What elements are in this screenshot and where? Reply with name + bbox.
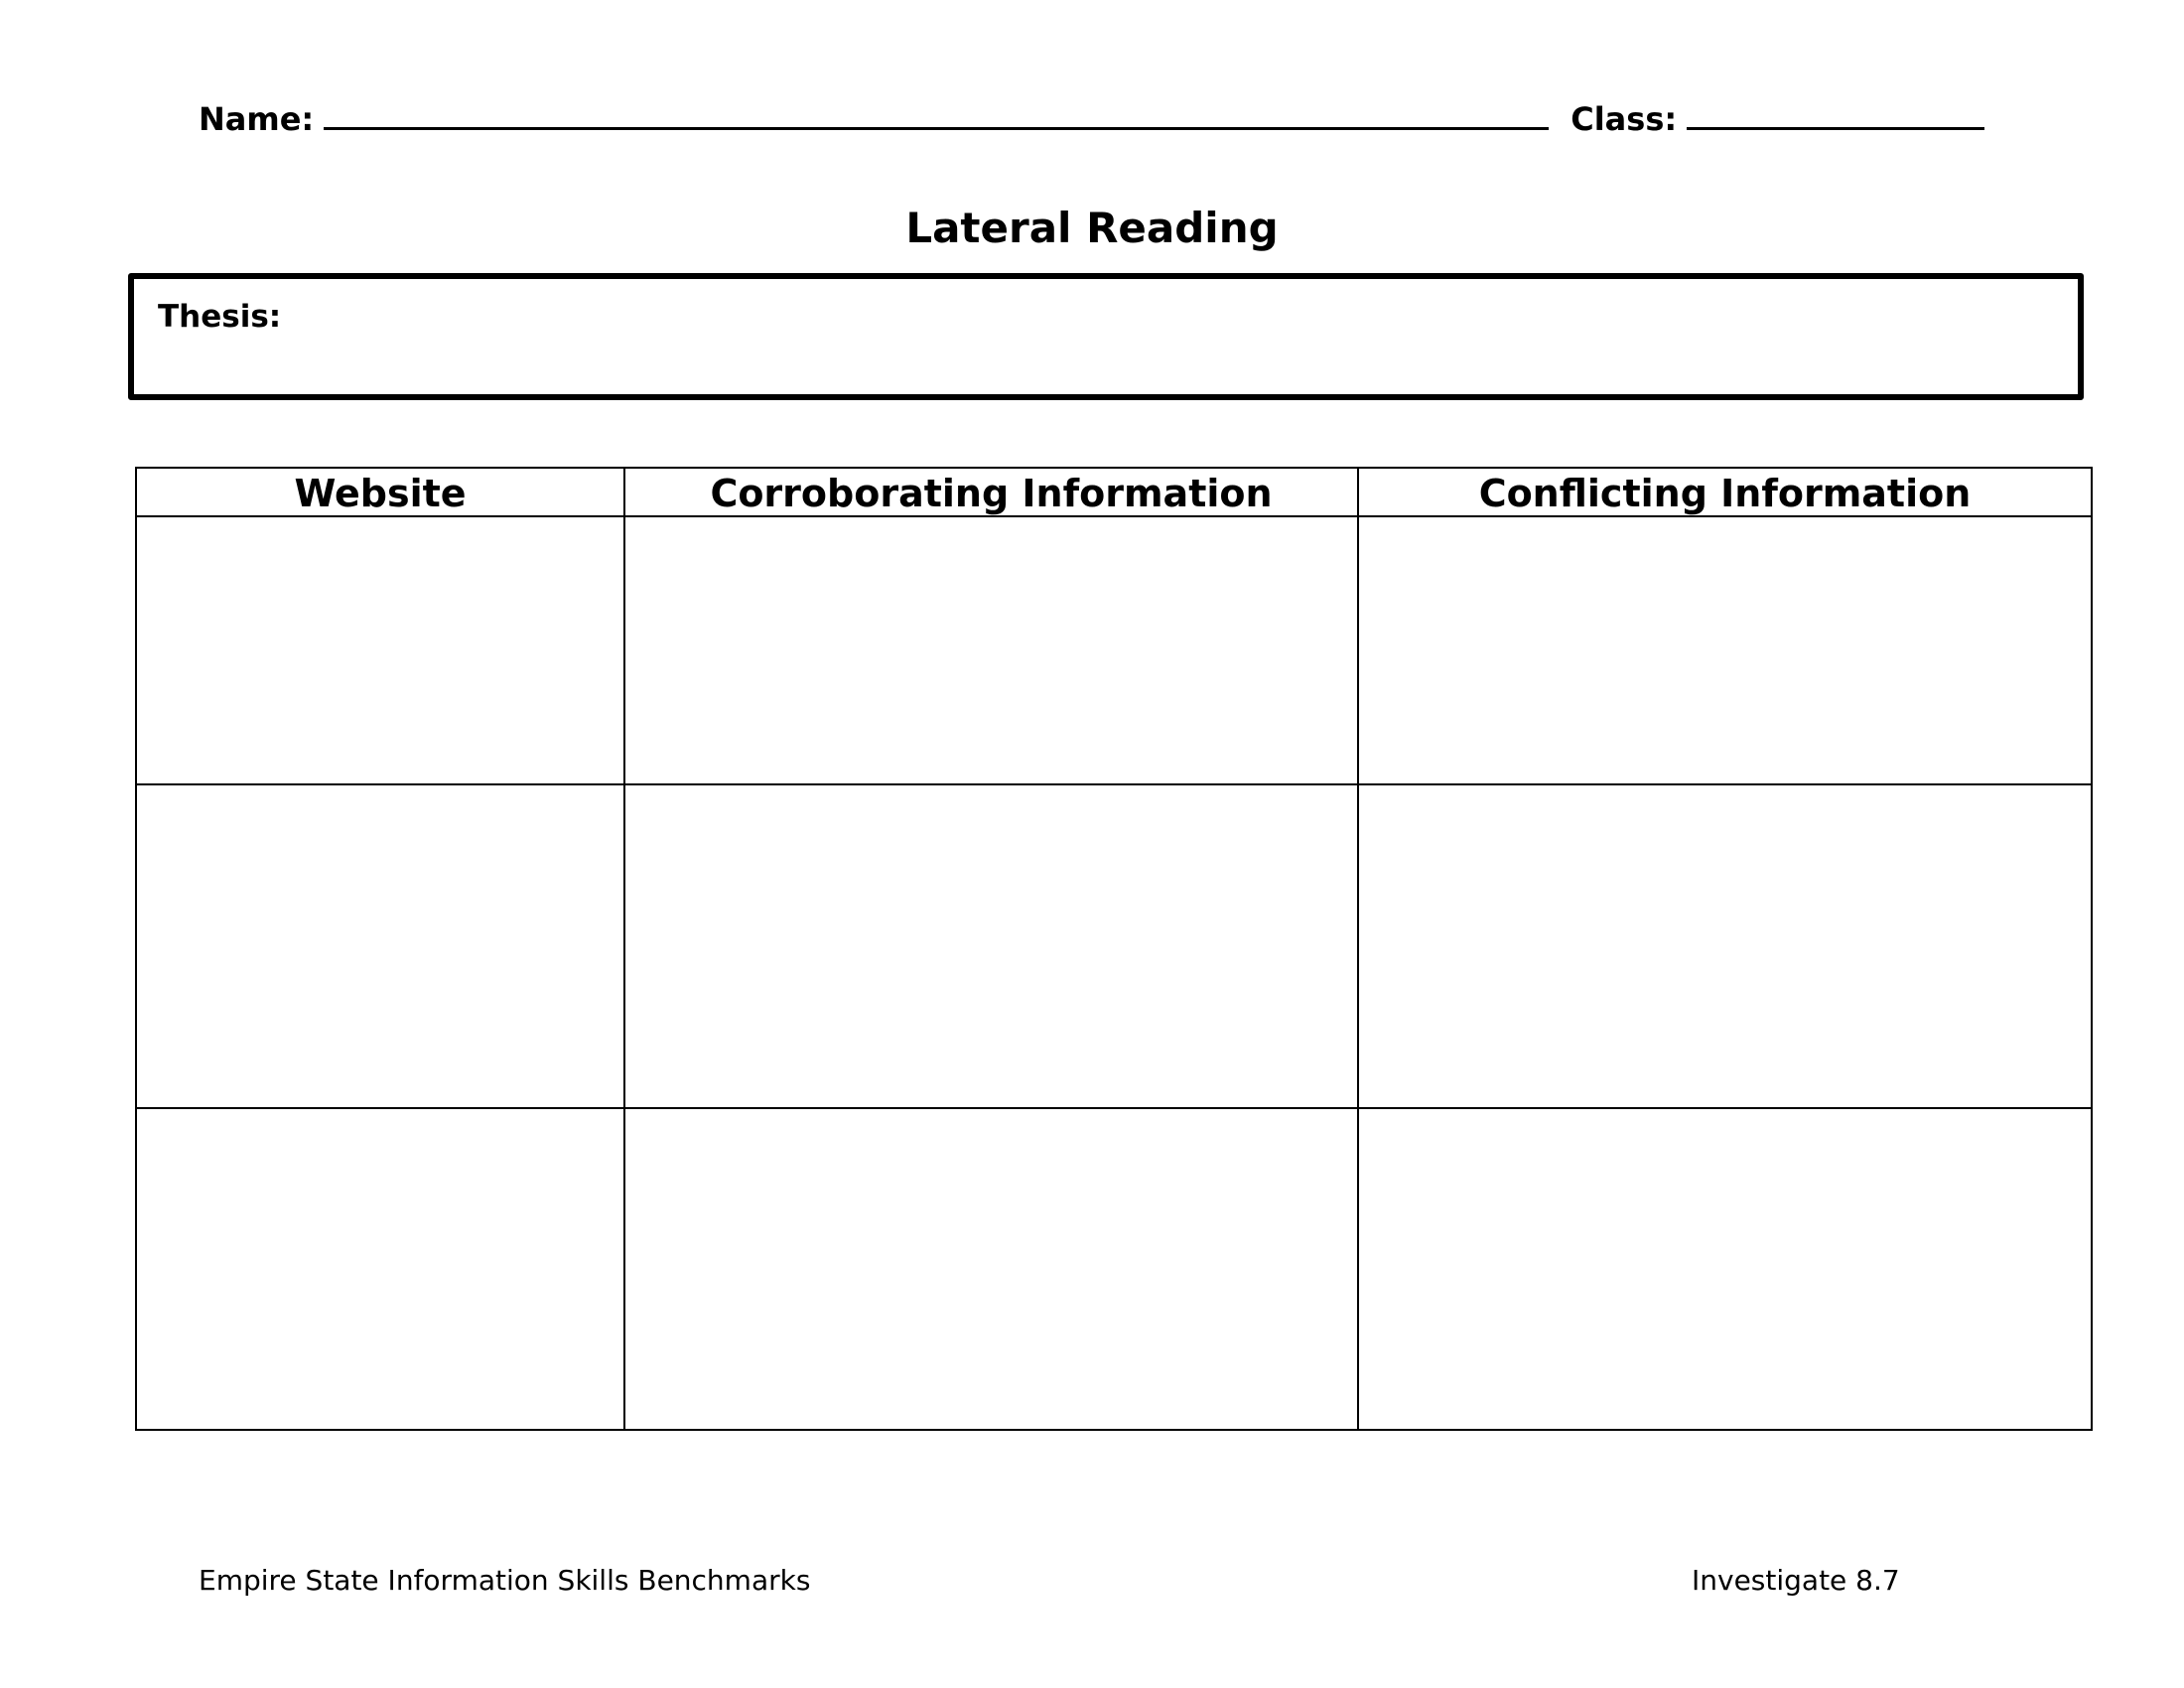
conflicting-cell[interactable] [1358,1108,2092,1430]
thesis-box[interactable] [128,273,2084,400]
thesis-label: Thesis: [158,299,282,335]
table-row [136,1108,2092,1430]
conflicting-cell[interactable] [1358,784,2092,1108]
class-blank[interactable] [1687,97,1984,130]
page-title: Lateral Reading [905,204,1279,252]
header-corroborating-information: Corroborating Information [624,468,1358,516]
website-cell[interactable] [136,784,624,1108]
name-blank[interactable] [324,97,1549,130]
footer-source: Empire State Information Skills Benchmarks [199,1564,811,1597]
conflicting-cell[interactable] [1358,516,2092,784]
website-cell[interactable] [136,516,624,784]
lateral-reading-table [135,467,2093,1431]
table-header-row [136,468,2092,516]
name-label: Name: [199,100,315,138]
class-label: Class: [1570,100,1678,138]
name-class-line [199,97,1984,141]
header-conflicting-information: Conflicting Information [1358,468,2092,516]
table-row [136,784,2092,1108]
header-website: Website [136,468,624,516]
website-cell[interactable] [136,1108,624,1430]
corroborating-cell[interactable] [624,516,1358,784]
corroborating-cell[interactable] [624,784,1358,1108]
corroborating-cell[interactable] [624,1108,1358,1430]
table-row [136,516,2092,784]
footer-benchmark-code: Investigate 8.7 [1692,1564,1900,1597]
